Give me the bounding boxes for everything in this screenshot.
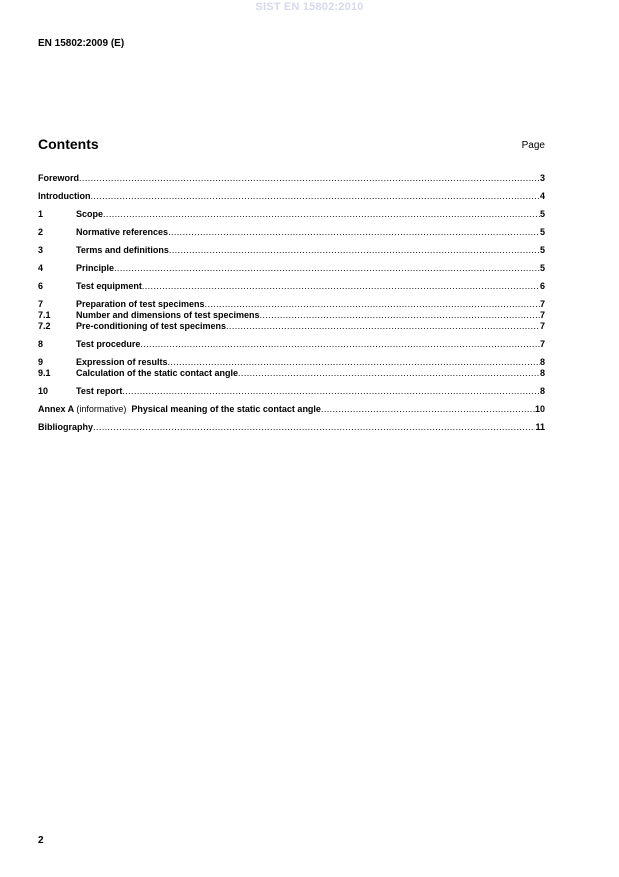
toc-entry-number: 8 [38,339,44,349]
toc-leader-dots [226,321,540,332]
toc-entry-page: 8 [539,357,545,367]
toc-entry-title: Introduction [38,191,91,201]
toc-entry-annex-a[interactable] [38,404,545,415]
toc-entry-title: Test equipment [76,281,142,291]
toc-entry-title: Calculation of the static contact angle [76,368,239,378]
toc-entry-title: Pre-conditioning of test specimens [76,321,227,331]
toc-entry-page: 7 [539,299,545,309]
toc-entry-preparation-of-test-specimens[interactable] [38,299,545,310]
toc-leader-dots [142,281,540,292]
toc-leader-dots [260,310,540,321]
toc-entry-title: Scope [76,209,104,219]
toc-leader-dots [103,209,540,220]
toc-entry-page: 4 [539,191,545,201]
toc-entry-number: 10 [38,386,49,396]
toc-entry-title: Principle [76,263,115,273]
toc-entry-calculation-of-static-contact-angle[interactable] [38,368,545,379]
toc-entry-title: Test report [76,386,123,396]
contents-heading: Contents [38,136,99,152]
toc-entry-title: Physical meaning of the static contact angle [131,404,321,414]
toc-entry-foreword[interactable] [38,173,545,184]
toc-entry-pre-conditioning[interactable] [38,321,545,332]
toc-leader-dots [168,357,540,368]
toc-leader-dots [91,191,540,202]
toc-leader-dots [238,368,540,379]
toc-entry-title: Normative references [76,227,169,237]
toc-entry-terms-and-definitions[interactable] [38,245,545,256]
toc-entry-number: 1 [38,209,44,219]
toc-entry-normative-references[interactable] [38,227,545,238]
toc-entry-title: Foreword [38,173,80,183]
toc-entry-page: 6 [539,281,545,291]
toc-entry-scope[interactable] [38,209,545,220]
toc-entry-bibliography[interactable] [38,422,545,433]
toc-entry-page: 7 [539,310,545,320]
toc-entry-test-procedure[interactable] [38,339,545,350]
toc-entry-page: 5 [539,209,545,219]
toc-entry-page: 7 [539,321,545,331]
toc-entry-title: Test procedure [76,339,141,349]
toc-entry-page: 11 [535,422,545,432]
toc-entry-test-report[interactable] [38,386,545,397]
toc-entry-page: 10 [534,404,545,414]
toc-entry-title: Preparation of test specimens [76,299,205,309]
toc-entry-page: 3 [539,173,545,183]
toc-leader-dots [321,404,535,415]
page-column-label: Page [521,140,545,151]
annex-label: Annex A [38,404,74,414]
toc-entry-page: 5 [539,263,545,273]
toc-leader-dots [93,422,535,433]
toc-entry-title: Expression of results [76,357,168,367]
toc-entry-principle[interactable] [38,263,545,274]
toc-entry-expression-of-results[interactable] [38,357,545,368]
toc-entry-introduction[interactable] [38,191,545,202]
toc-entry-number: 9.1 [38,368,51,378]
toc-entry-number: 4 [38,263,44,273]
toc-entry-page: 5 [539,227,545,237]
toc-entry-title: Bibliography [38,422,94,432]
table-of-contents [38,173,545,433]
toc-entry-number: 7 [38,299,44,309]
toc-leader-dots [114,263,540,274]
toc-leader-dots [122,386,540,397]
toc-entry-page: 8 [539,368,545,378]
toc-entry-title-group [38,404,321,415]
document-id: EN 15802:2009 (E) [38,38,125,49]
toc-entry-test-equipment[interactable] [38,281,545,292]
toc-leader-dots [140,339,540,350]
toc-entry-title: Number and dimensions of test specimens [76,310,260,320]
toc-entry-number: 9 [38,357,44,367]
toc-entry-number: 3 [38,245,44,255]
toc-entry-page: 5 [539,245,545,255]
toc-entry-number: 2 [38,227,44,237]
toc-entry-number-and-dimensions[interactable] [38,310,545,321]
toc-entry-page: 7 [539,339,545,349]
toc-entry-number: 6 [38,281,44,291]
annex-type: (informative) [76,404,127,414]
toc-entry-title: Terms and definitions [76,245,169,255]
watermark: SIST EN 15802:2010 [255,1,364,13]
page-number: 2 [38,835,44,846]
toc-entry-number: 7.2 [38,321,51,331]
toc-entry-page: 8 [539,386,545,396]
toc-leader-dots [168,227,540,238]
toc-leader-dots [205,299,540,310]
toc-leader-dots [169,245,540,256]
toc-leader-dots [79,173,540,184]
toc-entry-number: 7.1 [38,310,51,320]
